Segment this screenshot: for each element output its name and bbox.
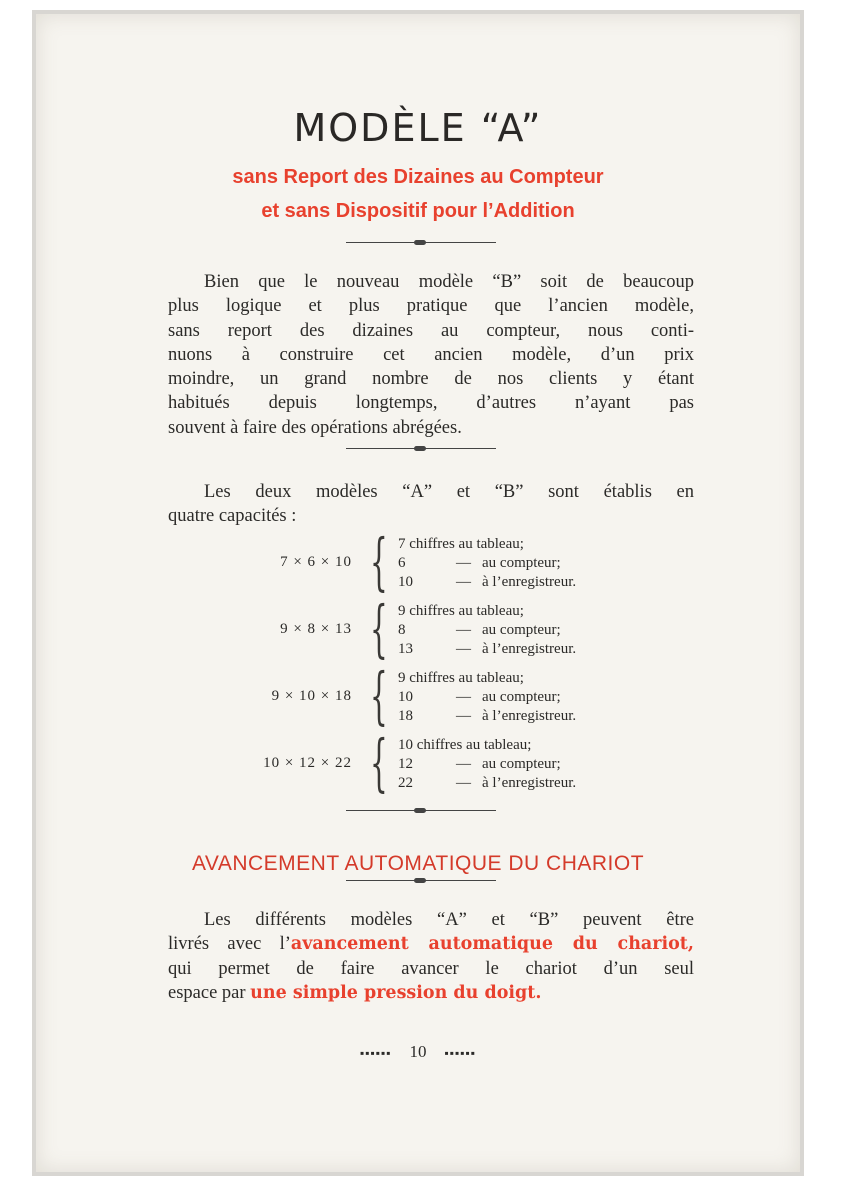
capacity-row-text: au compteur; [482, 689, 561, 705]
document-page [36, 14, 800, 1172]
capacity-dimensions: 7 × 6 × 10 [280, 554, 352, 570]
capacity-row-dash: — [456, 622, 471, 638]
intro-line: sans report des dizaines au compteur, nous conti- [168, 320, 694, 341]
capacity-row-number: 13 [398, 641, 413, 657]
capacity-row-text: 10 chiffres au tableau; [398, 737, 532, 753]
capacity-row-dash: — [456, 689, 471, 705]
capacity-row-number: 22 [398, 775, 413, 791]
intro-line: habitués depuis longtemps, d’autres n’ayant pas [168, 393, 694, 414]
capacity-row-dash: — [456, 775, 471, 791]
capacity-row-text: à l’enregistreur. [482, 641, 577, 657]
capacity-block [36, 525, 800, 598]
capacities-intro [168, 480, 694, 529]
ornament-divider [346, 242, 496, 243]
capacity-row-dash: — [456, 574, 471, 590]
final-line [168, 932, 694, 956]
intro-line: nuons à construire cet ancien modèle, d’un prix [168, 344, 694, 365]
intro-line: souvent à faire des opérations abrégées. [168, 417, 462, 438]
subtitle-line-2: et sans Dispositif pour l’Addition [261, 200, 575, 222]
capacity-dimensions: 9 × 10 × 18 [271, 688, 352, 704]
capacities-intro-line: Les deux modèles “A” et “B” sont établis en [204, 482, 694, 502]
final-line: qui permet de faire avancer le chariot d’un seul [168, 958, 694, 979]
page-title: MODÈLE “A” [293, 106, 543, 150]
ornament-dots: ▪▪▪▪▪▪ [359, 1045, 392, 1060]
brace-glyph: { [370, 525, 388, 598]
highlight-text: une simple pression du doigt. [250, 982, 542, 1003]
brace-glyph: { [370, 726, 388, 799]
final-line-text: livrés avec l’ [168, 934, 291, 955]
capacity-row-number: 18 [398, 708, 413, 724]
capacity-row-dash: — [456, 708, 471, 724]
intro-paragraph [168, 270, 694, 440]
intro-line: moindre, un grand nombre de nos clients y étant [168, 369, 694, 390]
highlight-text: avancement automatique du chariot, [290, 934, 694, 955]
capacity-row-text: à l’enregistreur. [482, 775, 577, 791]
capacity-row-text: au compteur; [482, 555, 561, 571]
capacity-row-number: 10 [398, 689, 413, 705]
final-line: Les différents modèles “A” et “B” peuvent être [204, 910, 694, 930]
capacity-row-text: 7 chiffres au tableau; [398, 536, 524, 552]
final-line-text: espace par [168, 982, 251, 1003]
capacity-row-text: à l’enregistreur. [482, 708, 577, 724]
capacity-row-text: 9 chiffres au tableau; [398, 603, 524, 619]
ornament-divider [346, 448, 496, 449]
intro-line: Bien que le nouveau modèle “B” soit de beaucoup [204, 272, 694, 292]
final-line [168, 981, 694, 1005]
capacity-block [36, 592, 800, 665]
capacity-row-dash: — [456, 756, 471, 772]
page-footer [36, 1042, 800, 1062]
intro-line: plus logique et plus pratique que l’ancien modèle, [168, 296, 694, 317]
ornament-divider [346, 810, 496, 811]
capacity-row-dash: — [456, 555, 471, 571]
capacity-row-number: 6 [398, 555, 406, 571]
final-paragraph [168, 908, 694, 1005]
brace-glyph: { [370, 592, 388, 665]
subtitle-line-1: sans Report des Dizaines au Compteur [232, 166, 604, 188]
capacity-row-text: 9 chiffres au tableau; [398, 670, 524, 686]
capacity-row-text: au compteur; [482, 756, 561, 772]
capacity-dimensions: 9 × 8 × 13 [280, 621, 352, 637]
capacity-block [36, 659, 800, 732]
ornament-divider [346, 880, 496, 881]
page-number: 10 [409, 1042, 427, 1061]
capacities-intro-line: quatre capacités : [168, 506, 297, 527]
capacity-row-text: au compteur; [482, 622, 561, 638]
brace-glyph: { [370, 659, 388, 732]
capacity-row-number: 10 [398, 574, 413, 590]
capacity-row-text: à l’enregistreur. [482, 574, 577, 590]
capacity-row-dash: — [456, 641, 471, 657]
ornament-dots: ▪▪▪▪▪▪ [444, 1045, 477, 1060]
section-title: AVANCEMENT AUTOMATIQUE DU CHARIOT [191, 852, 645, 875]
capacity-block [36, 726, 800, 799]
capacity-row-number: 8 [398, 622, 406, 638]
capacity-row-number: 12 [398, 756, 413, 772]
capacity-dimensions: 10 × 12 × 22 [263, 755, 352, 771]
